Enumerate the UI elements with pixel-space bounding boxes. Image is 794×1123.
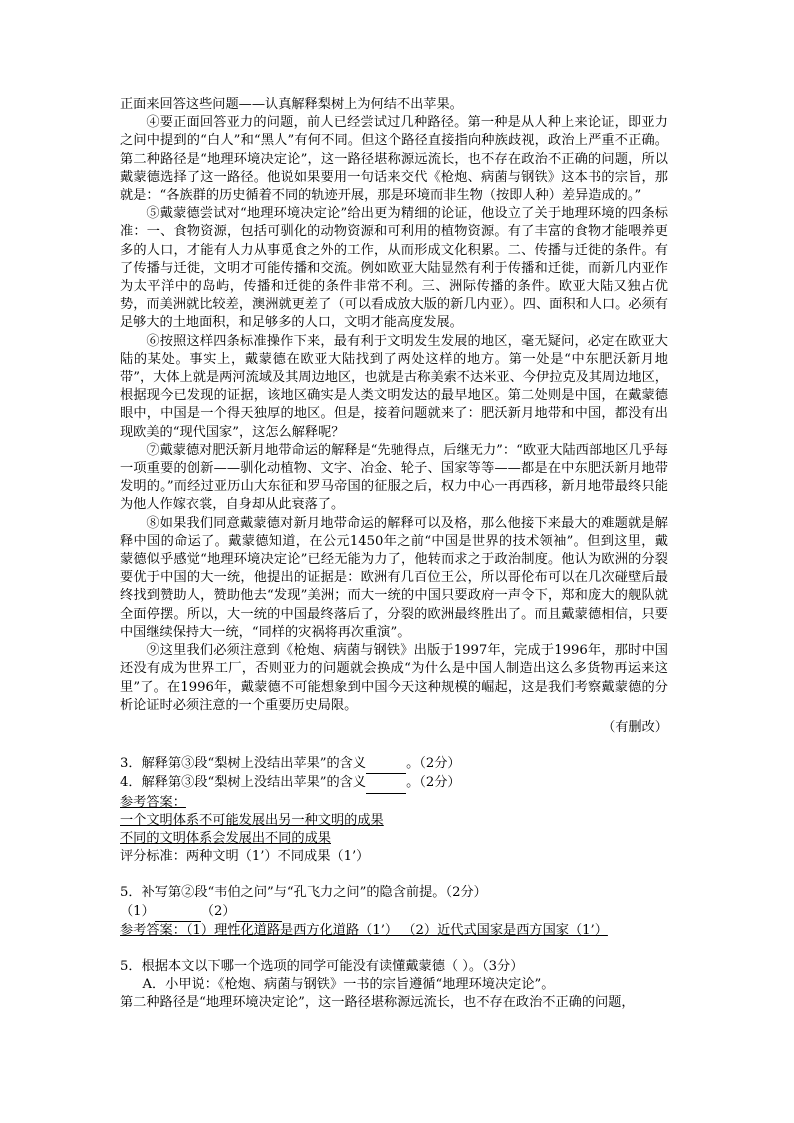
answer-blank[interactable] (236, 903, 282, 922)
question-5-answer: 参考答案：（1）理性化道路是西方化道路（1’） （2）近代式国家是西方国家（1’） (120, 922, 608, 938)
answer-label: 参考答案： (120, 794, 186, 810)
question-tail-text: 第二种路径是“地理环境决定论”，这一路径堪称源远流长，也不存在政治不正确的问题， (120, 995, 635, 1011)
article-paragraph-1: 正面来回答这些问题——认真解释梨树上为何结不出苹果。 (120, 97, 463, 112)
answer-blank[interactable] (366, 774, 406, 793)
document-page (120, 96, 668, 1013)
blank-1-label: （1） (120, 903, 155, 919)
question-3 (120, 755, 668, 774)
scoring-standard: 评分标准：两种文明（1’）不同成果（1’） (120, 849, 370, 865)
answer-line-2: 不同的文明体系会发展出不同的成果 (120, 830, 331, 846)
question-5-premise: 5．补写第②段“韦伯之问”与“孔飞力之问”的隐含前提。（2分） (120, 885, 487, 901)
option-a: A．小甲说：《枪炮、病菌与钢铁》一书的宗旨遵循“地理环境决定论”。 (142, 977, 555, 993)
article-paragraph-8: ⑧如果我们同意戴蒙德对新月地带命运的解释可以及格，那么他接下来最大的难题就是解释中国的命运了。戴蒙德知道，在公元1450年之前“中国是世界的技术领袖”。但到这里，戴蒙德似乎感觉“地理环境决定论”已经无能为力了，他转而求之于政治制度。他认为欧洲的分裂要优于中国的大一统，他提出的证据是：欧洲有几百位王公，所以哥伦布可以在几次碰壁后最终找到赞助人，赞助他去“发现”美洲；而大一统的中国只要政府一声令下，郑和庞大的舰队就全面停摆。所以，大一统的中国最终落后了，分裂的欧洲最终胜出了。而且戴蒙德相信，只要中国继续保持大一统，“同样的灾祸将再次重演”。 (120, 515, 668, 640)
question-5-blanks (120, 903, 668, 922)
answer-line-1: 一个文明体系不可能发展出另一种文明的成果 (120, 812, 384, 828)
question-5-choice: 5．根据本文以下哪一个选项的同学可能没有读懂戴蒙德（ ）。（3分） (120, 958, 524, 974)
article-paragraph-6: ⑥按照这样四条标准操作下来，最有利于文明发生发展的地区，毫无疑问，必定在欧亚大陆的某处。事实上，戴蒙德在欧亚大陆找到了两处这样的地方。第一处是“中东肥沃新月地带”，大体上就是两河流域及其周边地区，也就是古称美索不达米亚、今伊拉克及其周边地区，根据现今已发现的证据，该地区确实是人类文明发达的最早地区。第二处则是中国，在戴蒙德眼中，中国是一个得天独厚的地区。但是，接着问题就来了：肥沃新月地带和中国，都没有出现欧美的“现代国家”，这怎么解释呢？ (120, 333, 668, 440)
answer-blank[interactable] (155, 903, 201, 922)
blank-2-label: （2） (200, 903, 236, 919)
article-paragraph-5: ⑤戴蒙德尝试对“地理环境决定论”给出更为精细的论证，他设立了关于地理环境的四条标准：一、食物资源，包括可驯化的动物资源和可利用的植物资源。有了丰富的食物才能喂养更多的人口，才能有人力从事觅食之外的工作，从而形成文化积累。二、传播与迁徙的条件。有了传播与迁徙，文明才可能传播和交流。例如欧亚大陆显然有利于传播和迁徙，而新几内亚作为太平洋中的岛屿，传播和迁徙的条件非常不利。三、洲际传播的条件。欧亚大陆又独占优势，而美洲就比较差，澳洲就更差了（可以看成放大版的新几内亚）。四、面积和人口。必须有足够大的土地面积，和足够多的人口，文明才能高度发展。 (120, 206, 668, 331)
question-4-text: 4．解释第③段“梨树上没结出苹果”的含义 (120, 775, 367, 791)
question-3-score: 。（2分） (406, 756, 461, 772)
question-4-score: 。（2分） (406, 775, 461, 791)
article-paragraph-9: ⑨这里我们必须注意到《枪炮、病菌与钢铁》出版于1997年，完成于1996年，那时中国还没有成为世界工厂，否则亚力的问题就会换成“为什么是中国人制造出这么多货物再运来这里”了。在1996年，戴蒙德不可能想象到中国今天这种规模的崛起，这是我们考察戴蒙德的分析论证时必须注意的一个重要历史局限。 (120, 643, 668, 713)
article-paragraph-4: ④要正面回答亚力的问题，前人已经尝试过几种路径。第一种是从人种上来论证，即亚力之问中提到的“白人”和“黑人”有何不同。但这个路径直接指向种族歧视，政治上严重不正确。第二种路径是“地理环境决定论”，这一路径堪称源远流长，也不存在政治不正确的问题，所以戴蒙德选择了这一路径。他说如果要用一句话来交代《枪炮、病菌与钢铁》这本书的宗旨，那就是：“各族群的历史循着不同的轨迹开展，那是环境而非生物（按即人种）差异造成的。” (120, 115, 668, 204)
source-note: （有删改） (602, 719, 668, 735)
question-3-text: 3．解释第③段“梨树上没结出苹果”的含义 (120, 756, 367, 772)
article-paragraph-7: ⑦戴蒙德对肥沃新月地带命运的解释是“先驰得点，后继无力”：“欧亚大陆西部地区几乎每一项重要的创新——驯化动植物、文字、冶金、轮子、国家等等——都是在中东肥沃新月地带发明的。”而经过亚历山大东征和罗马帝国的征服之后，权力中心一再西移，新月地带最终只能为他人作嫁衣裳，自身却从此衰落了。 (120, 442, 668, 513)
question-4 (120, 774, 668, 793)
answer-blank[interactable] (366, 755, 406, 774)
